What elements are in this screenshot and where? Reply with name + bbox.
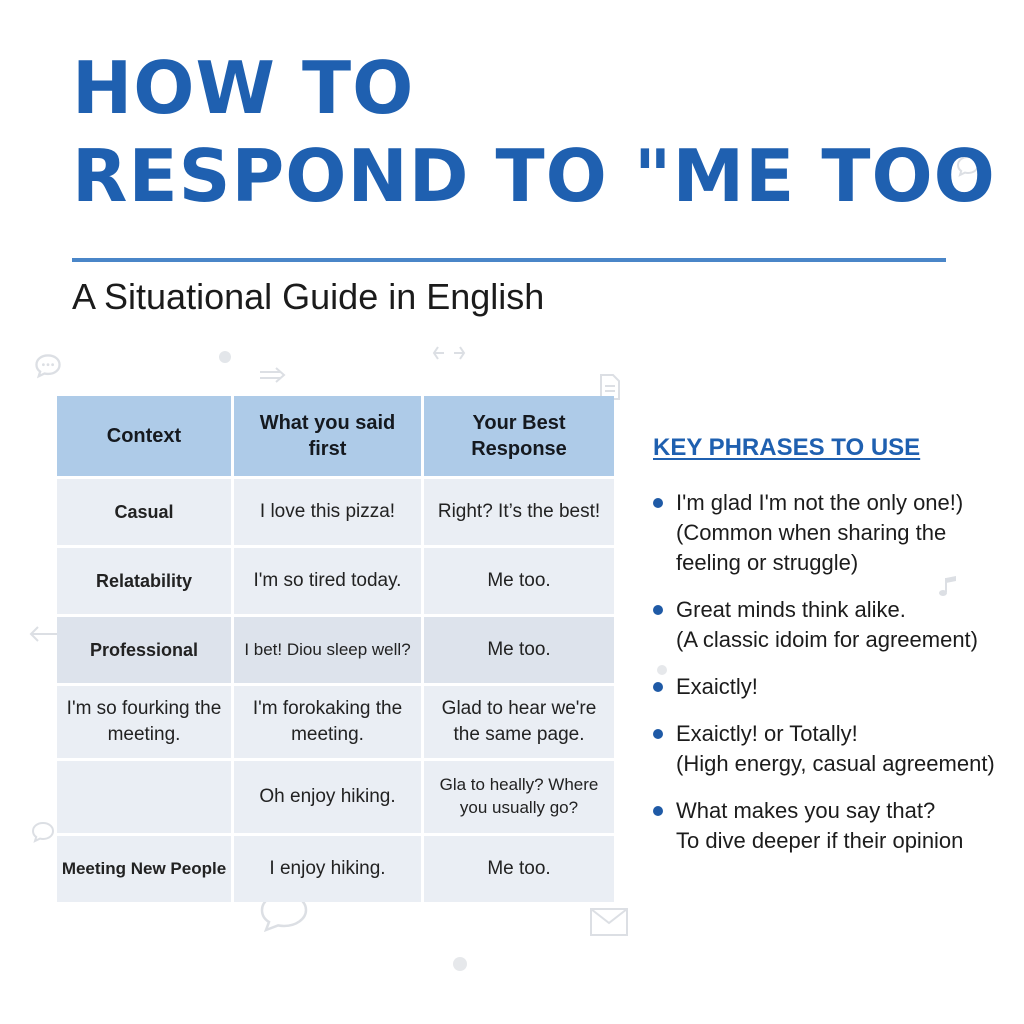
bullet-icon xyxy=(653,498,663,508)
table-cell-context: Professional xyxy=(57,617,231,683)
table-cell-said: I love this pizza! xyxy=(234,479,421,545)
page-title-line-1: HOW TO xyxy=(72,46,415,130)
table-cell-response: Glad to hear we're the same page. xyxy=(424,686,614,758)
table-cell-said: I'm forokaking the meeting. xyxy=(234,686,421,758)
list-item xyxy=(652,796,1012,856)
table-row xyxy=(57,617,614,683)
list-item xyxy=(652,488,1012,578)
bullet-icon xyxy=(653,605,663,615)
arrow-right-icon xyxy=(258,366,288,387)
key-phrases-heading: KEY PHRASES TO USE xyxy=(653,434,921,461)
phrase-note: (A classic idoim for agreement) xyxy=(676,627,978,652)
arrow-left-icon xyxy=(432,342,466,367)
envelope-icon xyxy=(589,907,629,940)
table-cell-response: Right? It’s the best! xyxy=(424,479,614,545)
dot-icon xyxy=(452,956,468,975)
bullet-icon xyxy=(653,729,663,739)
page-title-line-2: RESPOND TO "ME TOO xyxy=(72,134,996,218)
column-header-best-response: Your Best Response xyxy=(424,396,614,476)
table-row xyxy=(57,479,614,545)
phrase-text: Great minds think alike. xyxy=(676,597,906,622)
table-cell-response: Me too. xyxy=(424,548,614,614)
table-header-row xyxy=(57,396,614,476)
phrase-text: Exaictly! xyxy=(676,674,758,699)
column-header-context: Context xyxy=(57,396,231,476)
bullet-icon xyxy=(653,682,663,692)
column-header-what-you-said: What you said first xyxy=(234,396,421,476)
table-cell-context: Relatability xyxy=(57,548,231,614)
table-row xyxy=(57,548,614,614)
phrase-text: Exaictly! or Totally! xyxy=(676,721,858,746)
table-cell-context: I'm so fourking the meeting. xyxy=(57,686,231,758)
list-item xyxy=(652,672,1012,702)
table-cell-context xyxy=(57,761,231,833)
phrase-note: (Common when sharing the xyxy=(676,520,947,545)
table-cell-response: Me too. xyxy=(424,836,614,902)
table-cell-response: Gla to heally? Where you usually go? xyxy=(424,761,614,833)
table-row xyxy=(57,761,614,833)
phrase-note: (High energy, casual agreement) xyxy=(676,751,995,776)
phrase-text: I'm glad I'm not the only one!) xyxy=(676,490,964,515)
table-row xyxy=(57,836,614,902)
speech-bubble-icon xyxy=(30,820,56,849)
table-cell-said: I'm so tired today. xyxy=(234,548,421,614)
response-guide-table xyxy=(54,393,617,905)
speech-bubble-icon xyxy=(33,352,63,385)
table-cell-said: Oh enjoy hiking. xyxy=(234,761,421,833)
dot-icon xyxy=(218,350,232,367)
table-cell-said: I bet! Diou sleep well? xyxy=(234,617,421,683)
list-item xyxy=(652,719,1012,779)
phrase-text: What makes you say that? xyxy=(676,798,936,823)
list-item xyxy=(652,595,1012,655)
phrase-note: feeling or struggle) xyxy=(676,550,859,575)
table-cell-context: Casual xyxy=(57,479,231,545)
title-divider xyxy=(72,258,946,262)
bullet-icon xyxy=(653,806,663,816)
table-cell-said: I enjoy hiking. xyxy=(234,836,421,902)
table-row xyxy=(57,686,614,758)
table-cell-response: Me too. xyxy=(424,617,614,683)
page-subtitle: A Situational Guide in English xyxy=(72,276,545,317)
phrase-note: To dive deeper if their opinion xyxy=(676,828,964,853)
table-cell-context: Meeting New People xyxy=(57,836,231,902)
key-phrases-list xyxy=(652,488,1012,873)
